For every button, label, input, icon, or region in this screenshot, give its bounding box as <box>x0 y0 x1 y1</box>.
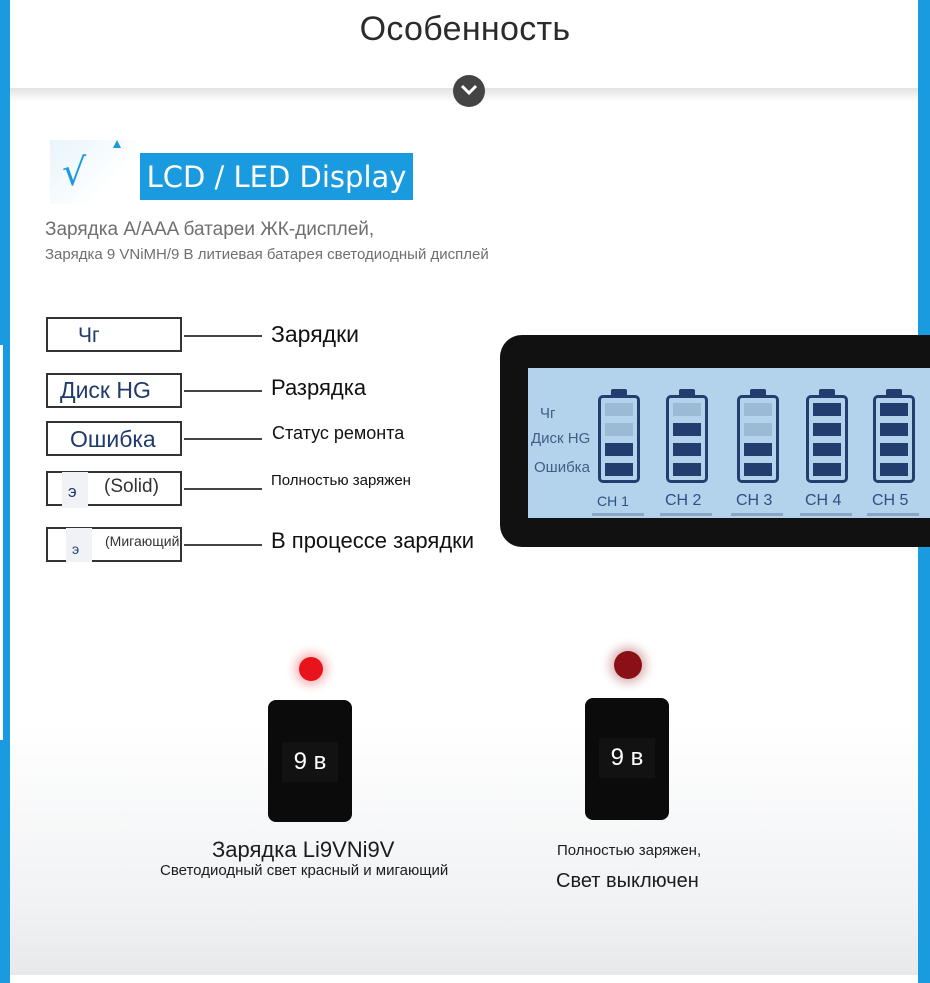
legend-symbol: э <box>68 482 77 501</box>
battery-segment <box>673 443 701 456</box>
legend-connector <box>184 438 262 440</box>
battery-segment <box>813 463 841 476</box>
channel-label: CH 4 <box>805 492 842 509</box>
feature-banner: LCD / LED Display <box>140 153 413 200</box>
battery-segment <box>880 403 908 416</box>
legend-connector <box>184 488 262 490</box>
battery-level-indicator <box>666 389 708 483</box>
device-subcaption: Свет выключен <box>556 870 699 892</box>
scroll-down-button[interactable] <box>453 75 485 107</box>
battery-level-indicator <box>873 389 915 483</box>
red-led-icon <box>299 657 323 681</box>
left-frame-gap <box>0 345 3 740</box>
battery-segment <box>605 423 633 436</box>
display-status-charge: Чг <box>540 405 556 422</box>
battery-segment <box>880 463 908 476</box>
legend-symbol: Диск HG <box>60 377 151 403</box>
channel-label: CH 5 <box>872 492 909 509</box>
channel-label: CH 1 <box>597 493 629 509</box>
battery-segment <box>744 443 772 456</box>
device-label: 9 в <box>599 738 655 778</box>
battery-segment <box>605 443 633 456</box>
battery-segment <box>605 403 633 416</box>
device-label: 9 в <box>282 742 338 782</box>
device-caption: Полностью заряжен, <box>557 842 702 859</box>
legend-label: Разрядка <box>271 375 367 400</box>
device-caption: Зарядка Li9VNi9V <box>212 837 395 862</box>
channel-underline <box>660 513 712 516</box>
battery-9v-charging <box>268 700 352 822</box>
legend-symbol: Чг <box>78 324 100 347</box>
legend-connector <box>184 544 262 546</box>
legend-label: Полностью заряжен <box>271 472 411 489</box>
device-subcaption: Светодиодный свет красный и мигающий <box>160 862 449 879</box>
feature-description-1: Зарядка A/AAA батареи ЖК-дисплей, <box>45 219 375 240</box>
battery-segment <box>880 443 908 456</box>
battery-level-indicator <box>806 389 848 483</box>
legend-connector <box>184 335 262 337</box>
legend-label: Зарядки <box>271 321 360 347</box>
battery-segment <box>605 463 633 476</box>
channel-label: CH 2 <box>665 492 702 509</box>
legend-symbol: э <box>72 541 80 557</box>
bottom-strip <box>10 975 918 983</box>
dark-led-icon <box>614 651 642 679</box>
bottom-gradient <box>10 723 918 983</box>
battery-segment <box>813 443 841 456</box>
battery-segment <box>744 463 772 476</box>
legend-label: Статус ремонта <box>272 423 405 443</box>
legend-symbol-note: (Solid) <box>104 476 159 497</box>
battery-level-indicator <box>737 389 779 483</box>
display-status-discharge: Диск HG <box>531 430 591 447</box>
battery-segment <box>673 463 701 476</box>
legend-symbol: Ошибка <box>70 426 156 452</box>
battery-segment <box>744 423 772 436</box>
legend-label: В процессе зарядки <box>271 528 475 553</box>
feature-description-2: Зарядка 9 VNiMH/9 В литиевая батарея светодиодный дисплей <box>45 246 489 263</box>
legend-symbol-box <box>46 317 182 352</box>
display-status-error: Ошибка <box>534 459 590 476</box>
channel-underline <box>592 513 644 516</box>
channel-underline <box>800 513 852 516</box>
battery-segment <box>673 403 701 416</box>
battery-segment <box>813 423 841 436</box>
legend-symbol-note: (Мигающий <box>105 533 180 549</box>
battery-segment <box>744 403 772 416</box>
legend-connector <box>184 390 262 392</box>
check-icon: √ <box>62 150 87 194</box>
channel-underline <box>731 513 783 516</box>
battery-level-indicator <box>598 389 640 483</box>
battery-segment <box>813 403 841 416</box>
battery-segment <box>673 423 701 436</box>
channel-label: CH 3 <box>736 492 773 509</box>
page-title: Особенность <box>359 10 571 48</box>
battery-segment <box>880 423 908 436</box>
battery-9v-full <box>585 698 669 820</box>
channel-underline <box>867 513 919 516</box>
chevron-down-icon <box>460 84 478 98</box>
